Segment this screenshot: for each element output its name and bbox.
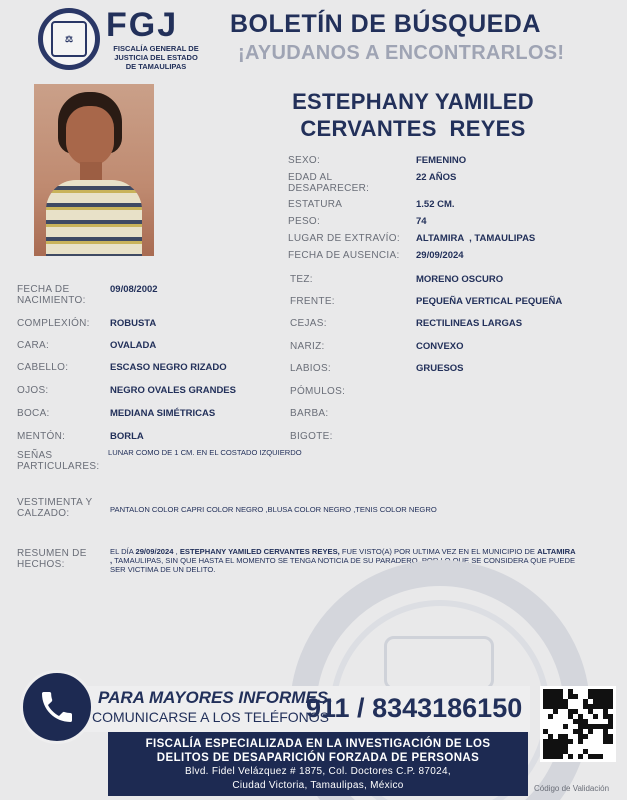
estatura-label: ESTATURA (288, 199, 343, 210)
sexo-value: FEMENINO (416, 155, 467, 166)
resumen-date: 29/09/2024 (135, 547, 174, 556)
cabello-value: ESCASO NEGRO RIZADO (110, 362, 227, 373)
person-name-line1: ESTEPHANY YAMILED (292, 89, 534, 114)
nariz-label: NARIZ: (290, 341, 325, 352)
bigote-label: BIGOTE: (290, 431, 333, 442)
cabello-label: CABELLO: (17, 362, 69, 373)
boca-label: BOCA: (17, 408, 50, 419)
bulletin-subtitle: ¡AYUDANOS A ENCONTRARLOS! (238, 42, 565, 64)
contact-phones: 911 / 8343186150 (306, 693, 523, 723)
bulletin-title: BOLETÍN DE BÚSQUEDA (230, 10, 541, 38)
footer-line4: Ciudad Victoria, Tamaulipas, México (232, 780, 404, 791)
frente-label: FRENTE: (290, 296, 335, 307)
footer-block (108, 732, 528, 796)
fecha-ausencia-value: 29/09/2024 (416, 250, 464, 261)
ojos-value: NEGRO OVALES GRANDES (110, 385, 236, 396)
senas-label: SEÑAS PARTICULARES: (17, 450, 100, 472)
footer-line3: Blvd. Fidel Velázquez # 1875, Col. Doctores C.P. 87024, (185, 766, 451, 777)
peso-label: PESO: (288, 216, 321, 227)
person-photo (34, 84, 154, 256)
estatura-value: 1.52 CM. (416, 199, 455, 210)
vestimenta-value: PANTALON COLOR CAPRI COLOR NEGRO ,BLUSA COLOR NEGRO ,TENIS COLOR NEGRO (110, 505, 437, 514)
edad-value: 22 AÑOS (416, 172, 457, 183)
person-name-line2: CERVANTES REYES (300, 116, 526, 141)
edad-label: EDAD AL DESAPARECER: (288, 172, 370, 194)
logo-text: FGJ (106, 6, 179, 44)
watermark-seal-icon (384, 636, 494, 690)
qr-caption: Código de Validación (534, 784, 610, 793)
lugar-value: ALTAMIRA , TAMAULIPAS (416, 233, 536, 244)
seal-logo-icon: ⚖ (38, 8, 100, 70)
contact-line1: PARA MAYORES INFORMES, (98, 688, 333, 707)
nariz-value: CONVEXO (416, 341, 464, 352)
fecha-nacimiento-value: 09/08/2002 (110, 284, 158, 295)
barba-label: BARBA: (290, 408, 329, 419)
cejas-value: RECTILINEAS LARGAS (416, 318, 523, 329)
logo-subtitle: FISCALÍA GENERAL DE JUSTICIA DEL ESTADO DE TAMAULIPAS (113, 44, 199, 71)
frente-value: PEQUEÑA VERTICAL PEQUEÑA (416, 296, 563, 307)
footer-line1: FISCALÍA ESPECIALIZADA EN LA INVESTIGACIÓN DE LOS (145, 738, 491, 750)
tez-label: TEZ: (290, 274, 313, 285)
footer-line2: DELITOS DE DESAPARICIÓN FORZADA DE PERSONAS (156, 752, 480, 764)
cejas-label: CEJAS: (290, 318, 327, 329)
cara-value: OVALADA (110, 340, 157, 351)
validation-qr-code[interactable] (540, 686, 616, 762)
resumen-place: ALTAMIRA , (110, 547, 576, 565)
person-name (248, 88, 578, 142)
vestimenta-label: VESTIMENTA Y CALZADO: (17, 497, 93, 519)
pomulos-label: PÓMULOS: (290, 386, 346, 397)
complexion-value: ROBUSTA (110, 318, 157, 329)
menton-label: MENTÓN: (17, 431, 66, 442)
menton-value: BORLA (110, 431, 144, 442)
resumen-label: RESUMEN DE HECHOS: (17, 548, 87, 570)
labios-label: LABIOS: (290, 363, 332, 374)
complexion-label: COMPLEXIÓN: (17, 318, 90, 329)
lugar-label: LUGAR DE EXTRAVÍO: (288, 233, 400, 244)
sexo-label: SEXO: (288, 155, 321, 166)
tez-value: MORENO OSCURO (416, 274, 504, 285)
ojos-label: OJOS: (17, 385, 49, 396)
resumen-text: EL DÍA 29/09/2024 , ESTEPHANY YAMILED CERVANTES REYES, FUE VISTO(A) POR ULTIMA VEZ EN EL MUNICIPIO DE ALTAMIRA , TAMAULIPAS, SIN QUE HASTA EL MOMENTO SE TENGA NOTICIA DE SU PARADERO, POR LO QUE SE CONSIDERA QUE PUEDE SER VICTIMA DE UN DELITO. (110, 547, 576, 574)
cara-label: CARA: (17, 340, 50, 351)
senas-value: LUNAR COMO DE 1 CM. EN EL COSTADO IZQUIERDO (108, 448, 302, 457)
labios-value: GRUESOS (416, 363, 464, 374)
fecha-ausencia-label: FECHA DE AUSENCIA: (288, 250, 400, 261)
phone-icon (20, 670, 94, 744)
contact-line2: COMUNICARSE A LOS TELÉFONOS (92, 709, 330, 725)
peso-value: 74 (416, 216, 427, 227)
resumen-name: ESTEPHANY YAMILED CERVANTES REYES, (179, 547, 340, 556)
fecha-nacimiento-label: FECHA DE NACIMIENTO: (17, 284, 86, 306)
boca-value: MEDIANA SIMÉTRICAS (110, 408, 216, 419)
